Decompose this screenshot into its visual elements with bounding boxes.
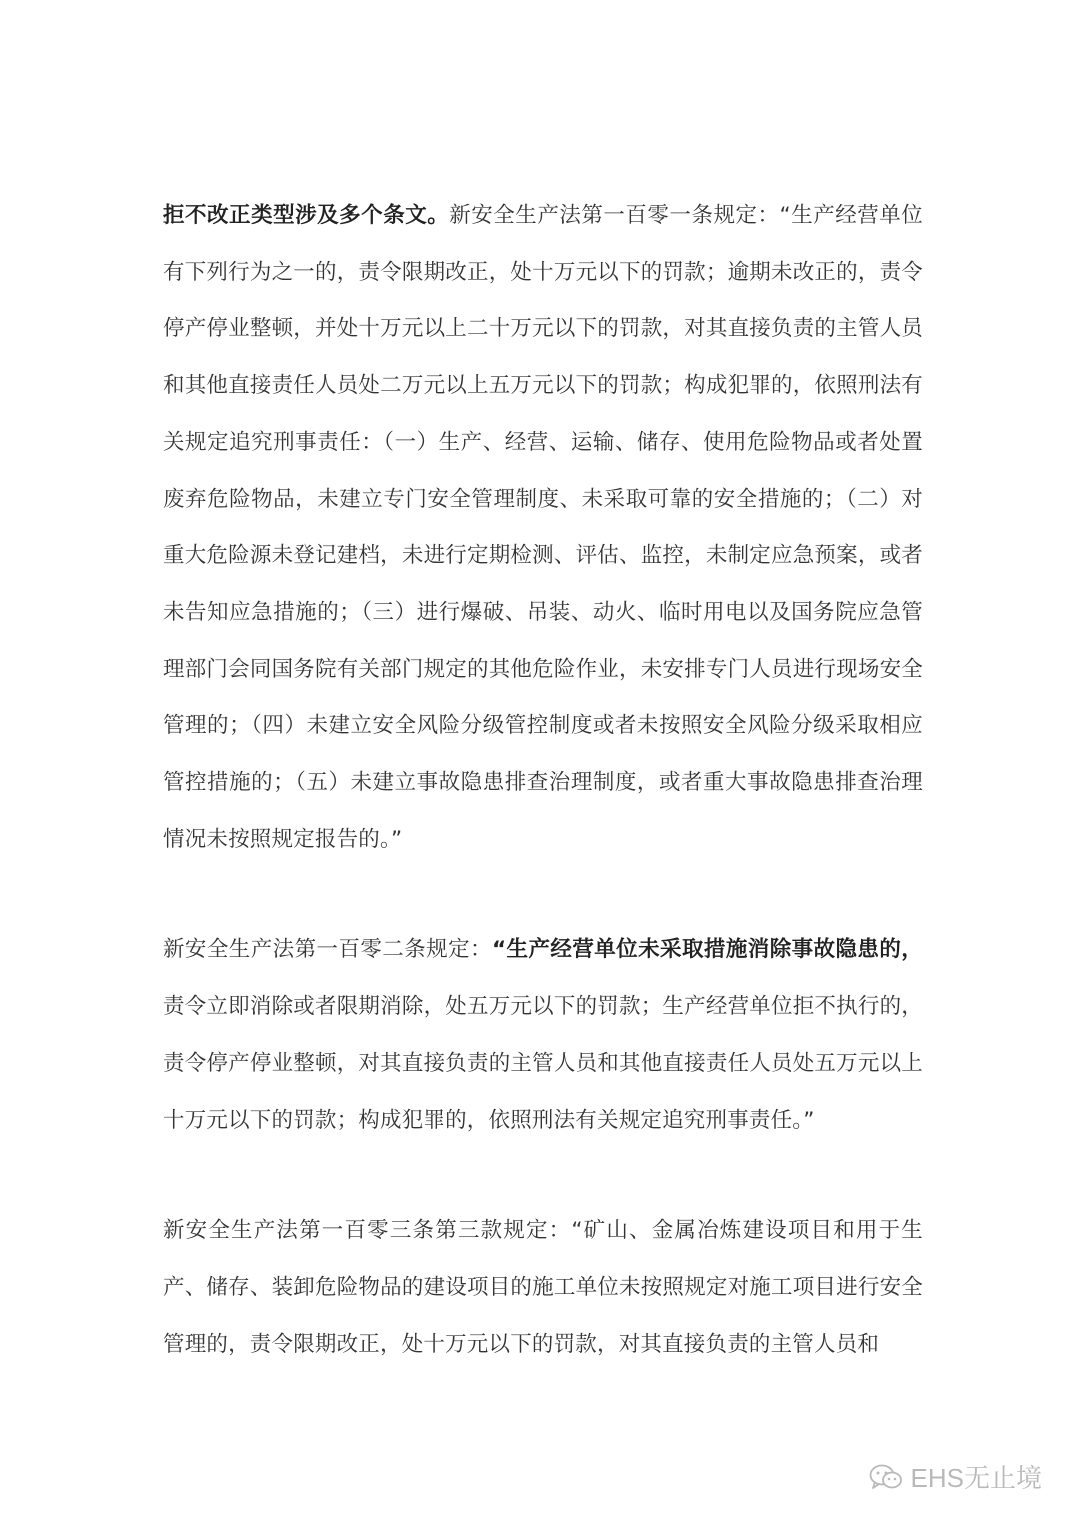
- paragraph-text: 新安全生产法第一百零一条规定：“生产经营单位有下列行为之一的，责令限期改正，处十万元以下的罚款；逾期未改正的，责令停产停业整顿，并处十万元以上二十万元以下的罚款，对其直接负责的主管人员和其他直接责任人员处二万元以上五万元以下的罚款；构成犯罪的，依照刑法有关规定追究刑事责任：（一）生产、经营、运输、储存、使用危险物品或者处置废弃危险物品，未建立专门安全管理制度、未采取可靠的安全措施的；（二）对重大危险源未登记建档，未进行定期检测、评估、监控，未制定应急预案，或者未告知应急措施的；（三）进行爆破、吊装、动火、临时用电以及国务院应急管理部门会同国务院有关部门规定的其他危险作业，未安排专门人员进行现场安全管理的；（四）未建立安全风险分级管控制度或者未按照安全风险分级采取相应管控措施的；（五）未建立事故隐患排查治理制度，或者重大事故隐患排查治理情况未按照规定报告的。”: [163, 203, 923, 852]
- watermark: [869, 1458, 1042, 1495]
- paragraph-text: 新安全生产法第一百零三条第三款规定：“矿山、金属冶炼建设项目和用于生产、储存、装卸危险物品的建设项目的施工单位未按照规定对施工项目进行安全管理的，责令限期改正，处十万元以下的罚款，对其直接负责的主管人员和: [163, 1218, 923, 1357]
- paragraph-bold-lead: 拒不改正类型涉及多个条文。: [163, 203, 450, 228]
- wechat-icon: [869, 1463, 903, 1491]
- document-page: [163, 188, 923, 1373]
- paragraph-text: 责令立即消除或者限期消除，处五万元以下的罚款；生产经营单位拒不执行的，责令停产停业整顿，对其直接负责的主管人员和其他直接责任人员处五万元以上十万元以下的罚款；构成犯罪的，依照刑法有关规定追究刑事责任。”: [163, 994, 923, 1133]
- paragraph-bold-text: “生产经营单位未采取措施消除事故隐患的，: [491, 937, 923, 963]
- watermark-text: EHS无止境: [910, 1463, 1042, 1493]
- paragraph-lead: 新安全生产法第一百零二条规定：: [163, 937, 492, 963]
- paragraph-101: [163, 188, 923, 868]
- paragraph-103: [163, 1203, 923, 1373]
- paragraph-102: [163, 922, 923, 1149]
